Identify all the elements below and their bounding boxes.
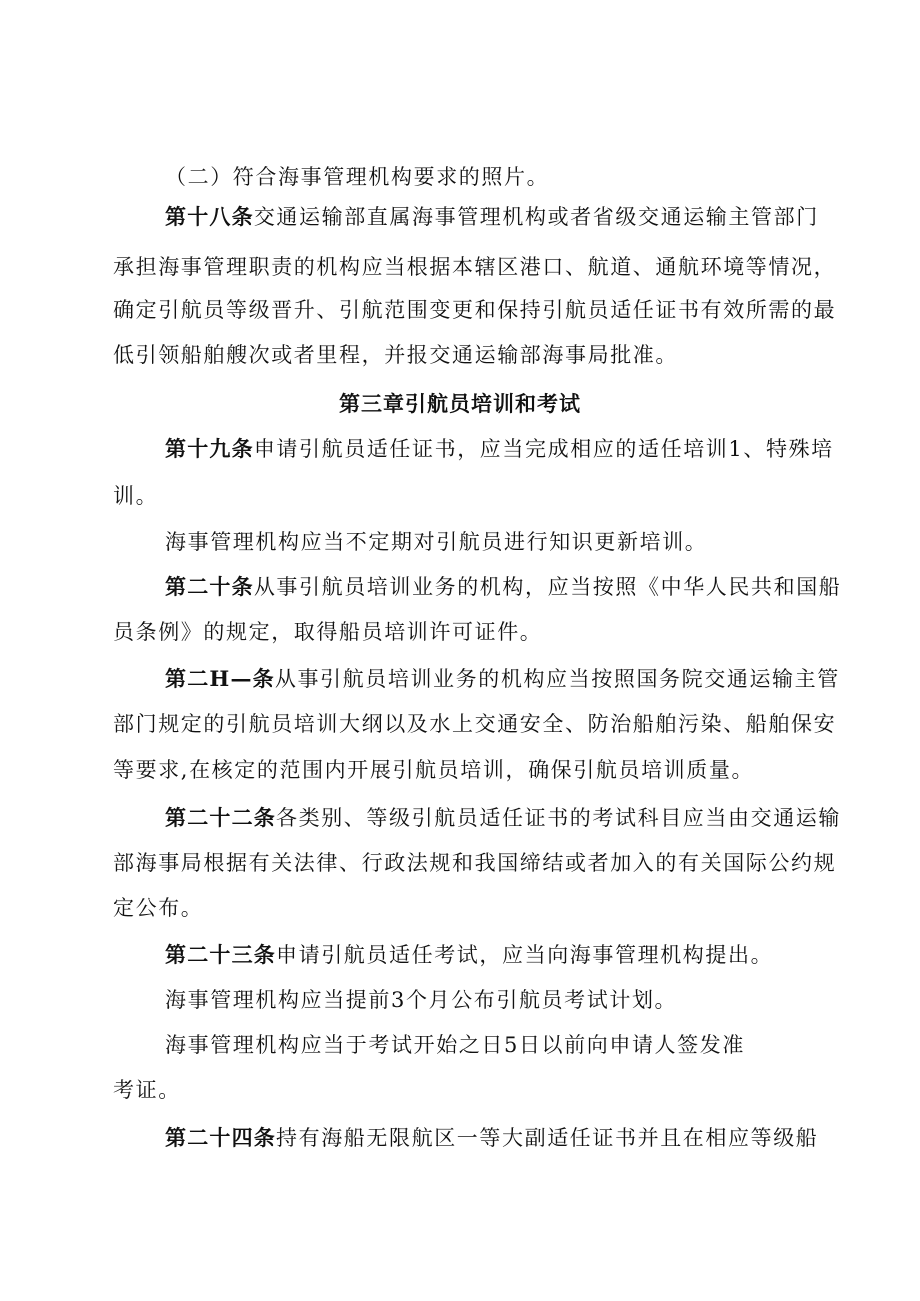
article-19	[0, 434, 920, 464]
article-22	[0, 803, 920, 833]
line-text: 低引领船舶艘次或者里程，并报交通运输部海事局批准。	[113, 343, 678, 367]
line-text: 员条例》的规定，取得船员培训许可证件。	[113, 620, 543, 644]
article-number: 第二十条	[165, 574, 254, 599]
article-number: 第十九条	[165, 436, 254, 461]
paragraph-line	[0, 893, 920, 923]
line-text: 部门规定的引航员培训大纲以及水上交通安全、防治船舶污染、船舶保安	[113, 712, 837, 736]
paragraph-text: （二）符合海事管理机构要求的照片。	[165, 165, 550, 189]
line-text: 部海事局根据有关法律、行政法规和我国缔结或者加入的有关国际公约规	[113, 851, 837, 875]
paragraph-text: 海事管理机构应当不定期对引航员进行知识更新培训。	[165, 530, 708, 554]
paragraph-line	[0, 848, 920, 878]
article-text: 从事引航员培训业务的机构，应当按照《中华人民共和国船	[253, 575, 842, 599]
line-text: 承担海事管理职责的机构应当根据本辖区港口、航道、通航环境等情况，	[113, 255, 837, 279]
article-text: 从事引航员培训业务的机构应当按照国务院交通运输主管	[274, 667, 840, 691]
article-20	[0, 572, 920, 602]
article-text: 持有海船无限航区一等大副适任证书并且在相应等级船	[276, 1126, 819, 1150]
paragraph	[0, 1030, 920, 1060]
paragraph-line	[0, 340, 920, 370]
article-21	[0, 664, 920, 694]
paragraph-item-2	[0, 162, 920, 192]
line-text: 考证。	[113, 1078, 181, 1102]
line-text: 训。	[113, 484, 159, 508]
paragraph-line	[0, 617, 920, 647]
article-text: 申请引航员适任证书，应当完成相应的适任培训1、特殊培	[253, 437, 834, 461]
article-text: 交通运输部直属海事管理机构或者省级交通运输主管部门	[253, 205, 819, 229]
paragraph-line	[0, 1075, 920, 1105]
article-number: 第二十四条	[165, 1125, 276, 1150]
article-23	[0, 940, 920, 970]
article-number: 第二十三条	[165, 942, 276, 967]
article-24	[0, 1123, 920, 1153]
line-text: 等要求,在核定的范围内开展引航员培训，确保引航员培训质量。	[113, 758, 755, 782]
chapter-heading: 第三章引航员培训和考试	[339, 391, 581, 416]
paragraph-line	[0, 295, 920, 325]
article-number: 第二十二条	[165, 805, 276, 830]
paragraph-line	[0, 252, 920, 282]
article-number: 第二H—条	[165, 666, 275, 691]
paragraph-text: 海事管理机构应当提前3个月公布引航员考试计划。	[165, 988, 678, 1012]
paragraph-line	[0, 755, 920, 785]
paragraph-line	[0, 709, 920, 739]
article-text: 申请引航员适任考试，应当向海事管理机构提出。	[276, 943, 774, 967]
article-text: 各类别、等级引航员适任证书的考试科目应当由交通运输	[276, 806, 841, 830]
paragraph-line	[0, 481, 920, 511]
article-18	[0, 202, 920, 232]
paragraph	[0, 985, 920, 1015]
line-text: 确定引航员等级晋升、引航范围变更和保持引航员适任证书有效所需的最	[113, 298, 837, 322]
paragraph	[0, 527, 920, 557]
paragraph-text: 海事管理机构应当于考试开始之日5日以前向申请人签发准	[165, 1033, 745, 1057]
line-text: 定公布。	[113, 896, 204, 920]
article-number: 第十八条	[165, 204, 254, 229]
